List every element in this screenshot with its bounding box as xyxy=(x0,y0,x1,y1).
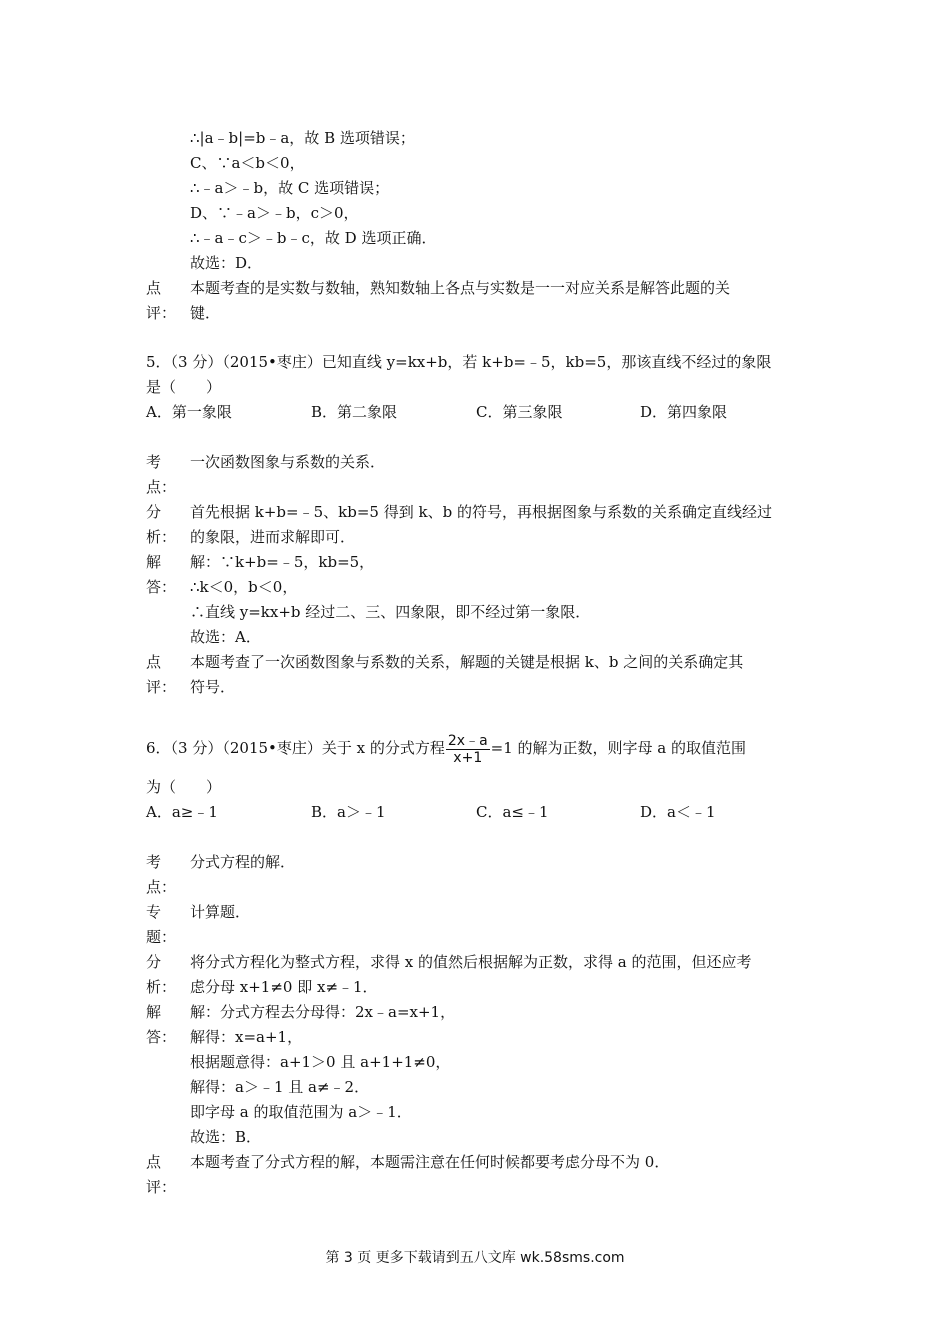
q5-dianping-2: 符号． xyxy=(190,678,236,696)
q6-dianping-label-1: 点 xyxy=(146,1153,162,1171)
q6-fenxi-2: 虑分母 x+1≠0 即 x≠﹣1． xyxy=(190,978,378,996)
q5-option-c: C．第三象限 xyxy=(476,403,563,421)
q5-stem-1: 5．（3 分）（2015•枣庄）已知直线 y=kx+b，若 k+b=﹣5，kb=5，那该直线不经过的象限 xyxy=(146,353,772,371)
q5-jieda-1: 解：∵k+b=﹣5，kb=5， xyxy=(190,553,375,571)
q5-stem-2: 是（ ） xyxy=(146,378,222,396)
q6-jieda-5: 即字母 a 的取值范围为 a＞﹣1． xyxy=(190,1103,412,1121)
q6-stem-pre: 6．（3 分）（2015•枣庄）关于 x 的分式方程 xyxy=(146,739,445,757)
q6-stem-2: 为（ ） xyxy=(146,778,222,796)
q6-stem-post: =1 的解为正数，则字母 a 的取值范围 xyxy=(490,739,747,757)
prev-line-1: ∴|a﹣b|=b﹣a，故 B 选项错误； xyxy=(190,129,415,147)
q6-fenxi-1: 将分式方程化为整式方程，求得 x 的值然后根据解为正数，求得 a 的范围，但还应考 xyxy=(190,953,752,971)
q6-jieda-label-2: 答： xyxy=(146,1028,177,1046)
q5-kaodian-label-1: 考 xyxy=(146,453,162,471)
q6-dianping: 本题考查了分式方程的解，本题需注意在任何时候都要考虑分母不为 0． xyxy=(190,1153,670,1171)
q5-jieda-4: 故选：A． xyxy=(190,628,261,646)
q6-jieda-6: 故选：B． xyxy=(190,1128,262,1146)
prev-line-3: ∴﹣a＞﹣b，故 C 选项错误； xyxy=(190,179,390,197)
q6-jieda-4: 解得：a＞﹣1 且 a≠﹣2． xyxy=(190,1078,370,1096)
q6-zhuanti-label-1: 专 xyxy=(146,903,162,921)
q5-fenxi-label-1: 分 xyxy=(146,503,162,521)
q6-option-b: B．a＞﹣1 xyxy=(311,803,386,821)
q6-fraction-denominator: x+1 xyxy=(453,749,483,766)
q5-kaodian-label-2: 点： xyxy=(146,478,177,496)
page-footer: 第 3 页 更多下载请到五八文库 wk.58sms.com xyxy=(325,1250,625,1266)
q6-jieda-label-1: 解 xyxy=(146,1003,162,1021)
q5-dianping-label-2: 评： xyxy=(146,678,177,696)
q5-dianping-1: 本题考查了一次函数图象与系数的关系，解题的关键是根据 k、b 之间的关系确定其 xyxy=(190,653,744,671)
prev-line-6: 故选：D． xyxy=(190,254,263,272)
q5-jieda-label-1: 解 xyxy=(146,553,162,571)
prev-comment-label-1: 点 xyxy=(146,279,162,297)
q6-option-c: C．a≤﹣1 xyxy=(476,803,549,821)
prev-comment-2: 键． xyxy=(190,304,221,322)
prev-comment-label-2: 评： xyxy=(146,304,177,322)
q5-option-a: A．第一象限 xyxy=(146,403,232,421)
q5-fenxi-1: 首先根据 k+b=﹣5、kb=5 得到 k、b 的符号，再根据图象与系数的关系确定直线经过 xyxy=(190,503,772,521)
q6-zhuanti-label-2: 题： xyxy=(146,928,177,946)
q5-kaodian: 一次函数图象与系数的关系． xyxy=(190,453,386,471)
q6-dianping-label-2: 评： xyxy=(146,1178,177,1196)
q6-kaodian-label-1: 考 xyxy=(146,853,162,871)
prev-line-2: C、∵a＜b＜0， xyxy=(190,154,305,172)
q5-jieda-label-2: 答： xyxy=(146,578,177,596)
q5-fenxi-label-2: 析： xyxy=(146,528,177,546)
q6-option-a: A．a≥﹣1 xyxy=(146,803,218,821)
q6-option-d: D．a＜﹣1 xyxy=(640,803,716,821)
q6-jieda-2: 解得：x=a+1， xyxy=(190,1028,303,1046)
q6-fenxi-label-1: 分 xyxy=(146,953,162,971)
q6-kaodian: 分式方程的解． xyxy=(190,853,296,871)
q6-jieda-1: 解：分式方程去分母得：2x﹣a=x+1， xyxy=(190,1003,456,1021)
q5-jieda-3: ∴直线 y=kx+b 经过二、三、四象限，即不经过第一象限． xyxy=(190,603,591,621)
q5-dianping-label-1: 点 xyxy=(146,653,162,671)
prev-comment-1: 本题考查的是实数与数轴，熟知数轴上各点与实数是一一对应关系是解答此题的关 xyxy=(190,279,731,297)
q6-kaodian-label-2: 点： xyxy=(146,878,177,896)
q5-fenxi-2: 的象限，进而求解即可． xyxy=(190,528,356,546)
q6-fenxi-label-2: 析： xyxy=(146,978,177,996)
q5-option-b: B．第二象限 xyxy=(311,403,398,421)
q6-jieda-3: 根据题意得：a+1＞0 且 a+1+1≠0， xyxy=(190,1053,451,1071)
q6-stem-1 xyxy=(146,730,746,766)
prev-line-4: D、∵﹣a＞﹣b，c＞0， xyxy=(190,204,359,222)
q6-fraction-numerator: 2x﹣a xyxy=(447,732,488,749)
q5-jieda-2: ∴k＜0，b＜0， xyxy=(190,578,298,596)
prev-line-5: ∴﹣a﹣c＞﹣b﹣c，故 D 选项正确． xyxy=(190,229,437,247)
q6-fraction xyxy=(446,733,490,766)
q6-zhuanti: 计算题． xyxy=(190,903,251,921)
q5-option-d: D．第四象限 xyxy=(640,403,728,421)
